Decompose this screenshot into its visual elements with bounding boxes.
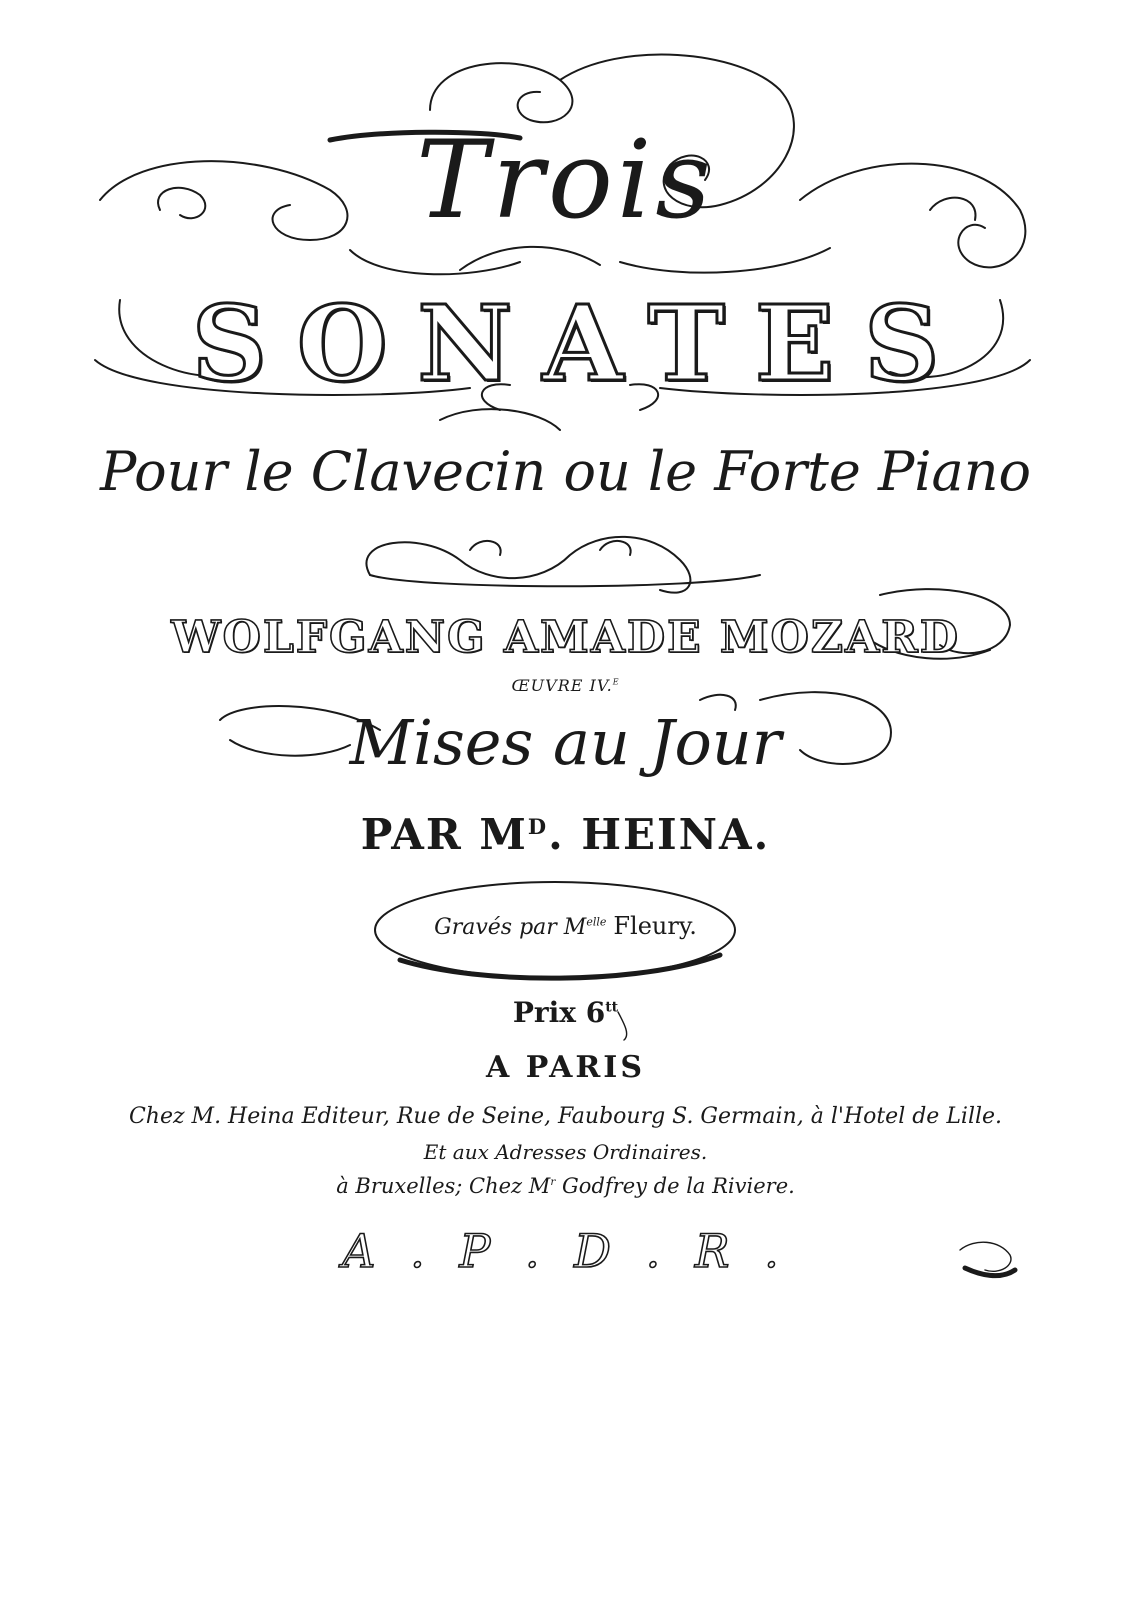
editor-prefix: PAR M — [360, 810, 528, 859]
imprint-address-bruxelles — [0, 1174, 1131, 1198]
imprint-address-paris: Chez M. Heina Editeur, Rue de Seine, Faubourg S. Germain, à l'Hotel de Lille. — [128, 1104, 1003, 1129]
bruxelles-prefix: à Bruxelles; Chez M — [336, 1174, 551, 1198]
composer-name: WOLFGANG AMADE MOZARD — [171, 612, 960, 663]
price — [0, 996, 1131, 1029]
engraver-prefix: Gravés par M — [434, 915, 587, 940]
subtitle-instrument: Pour le Clavecin ou le Forte Piano — [99, 440, 1032, 503]
opus-label: ŒUVRE IV. — [511, 676, 613, 695]
opus-number — [0, 676, 1131, 695]
title-trois: Trois — [416, 118, 715, 243]
title-sonates: SONATES — [191, 282, 970, 405]
bruxelles-superscript: r — [550, 1176, 556, 1188]
engraver-credit — [0, 912, 1131, 940]
imprint-address-ordinary: Et aux Adresses Ordinaires. — [423, 1140, 708, 1164]
opus-superscript: E — [612, 677, 620, 687]
editor-superscript: D — [527, 814, 549, 839]
mises-au-jour: Mises au Jour — [349, 706, 782, 779]
editor-name: . HEINA. — [548, 810, 771, 859]
editor-line — [0, 810, 1131, 859]
engraver-name: Fleury. — [613, 912, 697, 940]
price-superscript: tt — [605, 999, 619, 1016]
price-label: Prix 6 — [512, 996, 606, 1029]
imprint-city: A PARIS — [485, 1050, 645, 1085]
engraver-superscript: elle — [586, 915, 607, 929]
bruxelles-suffix: Godfrey de la Riviere. — [555, 1174, 795, 1198]
privilege-mark: A . P . D . R . — [342, 1224, 789, 1278]
